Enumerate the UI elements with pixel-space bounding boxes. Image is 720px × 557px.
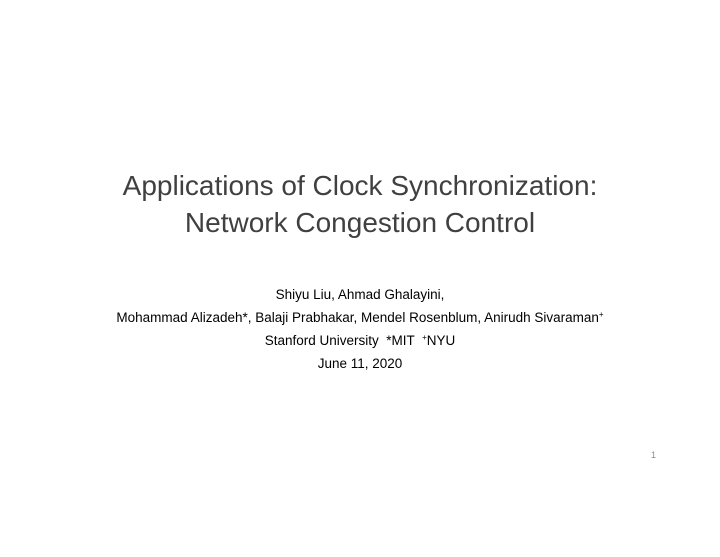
affiliations-superscript: +	[422, 333, 427, 342]
affiliations-text-1: Stanford University *MIT	[264, 333, 423, 348]
authors-line-1: Shiyu Liu, Ahmad Ghalayini,	[275, 287, 445, 302]
authors-line-2-text: Mohammad Alizadeh*, Balaji Prabhakar, Mendel Rosenblum, Anirudh Sivaraman	[116, 310, 599, 325]
title-line-1: Applications of Clock Synchronization:	[122, 170, 598, 201]
authors-line-2	[20, 306, 700, 329]
page-number: 1	[650, 450, 656, 460]
authors-line-2-superscript: +	[598, 310, 604, 319]
affiliations-line	[20, 329, 700, 352]
title-line-2: Network Congestion Control	[184, 207, 536, 238]
presentation-date: June 11, 2020	[317, 356, 403, 371]
affiliations-text-2: NYU	[426, 333, 456, 348]
author-block	[20, 283, 700, 375]
slide-title	[40, 167, 680, 241]
